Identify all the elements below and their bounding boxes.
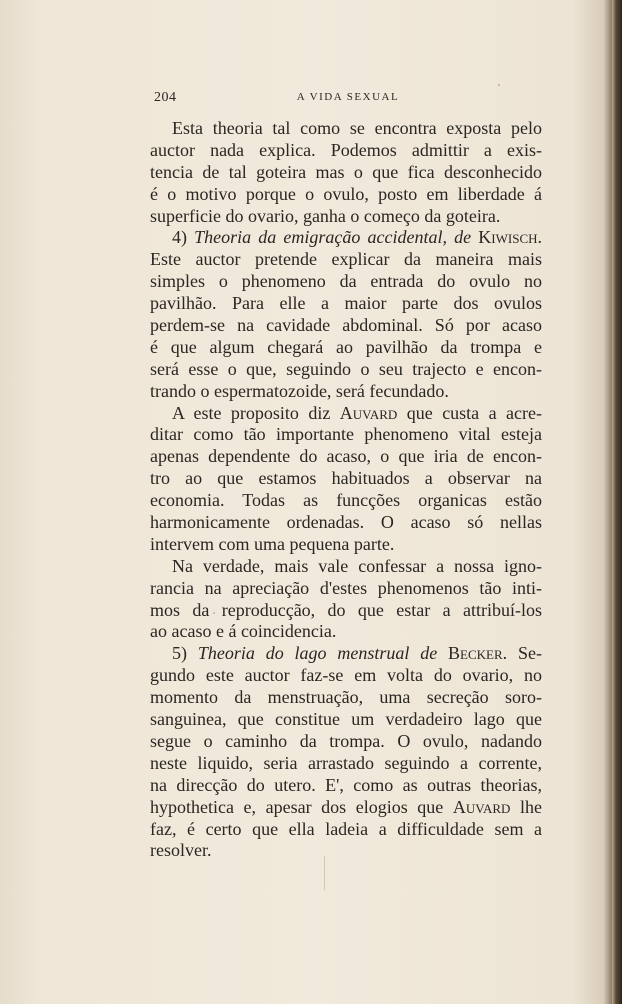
text-line bbox=[150, 140, 542, 162]
text-line bbox=[150, 490, 542, 512]
text-line bbox=[150, 381, 542, 403]
author-name: Auvard bbox=[339, 402, 398, 423]
author-name: Auvard bbox=[452, 796, 511, 817]
paper-speck bbox=[498, 84, 500, 86]
text-line bbox=[150, 556, 542, 578]
text-run: rancia na apreciação d'estes phenomenos tão inti- bbox=[150, 577, 542, 598]
text-run: tencia de tal goteira mas o que fica desconhecido bbox=[150, 161, 542, 182]
text-line bbox=[150, 578, 542, 600]
text-run: perdem-se na cavidade abdominal. Só por acaso bbox=[150, 315, 542, 336]
text-line bbox=[150, 534, 542, 556]
text-line bbox=[150, 118, 542, 140]
text-run: gundo este auctor faz-se em volta do ovario, no bbox=[150, 665, 542, 686]
italic-title: Theoria da emigração accidental, de bbox=[194, 227, 472, 248]
text-run: . Se- bbox=[502, 643, 543, 664]
text-run bbox=[437, 643, 448, 663]
text-line bbox=[150, 665, 542, 687]
text-line bbox=[150, 643, 542, 665]
running-title: A VIDA SEXUAL bbox=[296, 91, 400, 103]
text-run: será esse o que, seguindo o seu trajecto e encon- bbox=[150, 358, 542, 379]
text-run: . bbox=[537, 227, 543, 248]
text-line bbox=[150, 600, 542, 622]
text-line bbox=[150, 162, 542, 184]
text-line bbox=[150, 775, 542, 797]
text-line bbox=[150, 315, 542, 337]
text-run: harmonicamente ordenadas. O acaso só nellas bbox=[150, 512, 542, 533]
paper-mark bbox=[324, 856, 325, 890]
text-line bbox=[150, 731, 542, 753]
text-line bbox=[150, 227, 542, 249]
text-run: é que algum chegará ao pavilhão da trompa e bbox=[150, 336, 542, 357]
text-line bbox=[150, 687, 542, 709]
page-number: 204 bbox=[154, 90, 177, 105]
page-header bbox=[154, 90, 542, 110]
text-line bbox=[150, 206, 542, 228]
text-run: A este proposito diz bbox=[172, 402, 340, 423]
text-line bbox=[150, 293, 542, 315]
text-line bbox=[150, 271, 542, 293]
text-run: Esta theoria tal como se encontra exposta pelo bbox=[172, 118, 542, 138]
text-line bbox=[150, 249, 542, 271]
text-run: Este auctor pretende explicar da maneira mais bbox=[150, 249, 542, 270]
text-line bbox=[150, 840, 542, 862]
paper-speck bbox=[213, 612, 215, 614]
text-run: economia. Todas as funcções organicas estão bbox=[150, 490, 542, 511]
text-run: mos da reproducção, do que estar a attribuí-los bbox=[150, 599, 542, 620]
text-run: pavilhão. Para elle a maior parte dos ovulos bbox=[150, 293, 542, 314]
text-line bbox=[150, 621, 542, 643]
text-run: lhe bbox=[510, 796, 542, 817]
text-line bbox=[150, 359, 542, 381]
text-run: apenas dependente do acaso, o que iria de encon- bbox=[150, 446, 542, 467]
text-run: ditar como tão importante phenomeno vital esteja bbox=[150, 424, 542, 445]
text-run: Na verdade, mais vale confessar a nossa igno- bbox=[172, 555, 542, 576]
author-name: Kiwisch bbox=[478, 227, 538, 248]
text-run: simples o phenomeno da entrada do ovulo no bbox=[150, 271, 542, 292]
text-line bbox=[150, 709, 542, 731]
text-run: neste liquido, seria arrastado seguindo a corrente, bbox=[150, 752, 542, 773]
text-run: tro ao que estamos habituados a observar na bbox=[150, 468, 542, 489]
body-text bbox=[150, 118, 542, 862]
text-run: momento da menstruação, uma secreção soro- bbox=[150, 687, 542, 708]
text-line bbox=[150, 468, 542, 490]
text-run: que custa a acre- bbox=[397, 402, 543, 423]
text-run: faz, é certo que ella ladeia a difficuldade sem a bbox=[150, 818, 542, 839]
text-run: trando o espermatozoide, será fecundado. bbox=[150, 380, 449, 401]
italic-title: Theoria do lago menstrual de bbox=[197, 643, 438, 664]
text-line bbox=[150, 424, 542, 446]
text-run: superficie do ovario, ganha o começo da goteira. bbox=[150, 205, 501, 226]
text-run: hypothetica e, apesar dos elogios que bbox=[150, 796, 453, 817]
text-run: resolver. bbox=[150, 840, 212, 861]
text-run: 4) bbox=[172, 227, 195, 248]
text-line bbox=[150, 184, 542, 206]
text-run: 5) bbox=[172, 643, 198, 664]
text-run: auctor nada explica. Podemos admittir a exis- bbox=[150, 139, 542, 160]
text-line bbox=[150, 337, 542, 359]
text-run: é o motivo porque o ovulo, posto em liberdade á bbox=[150, 183, 542, 204]
text-line bbox=[150, 753, 542, 775]
text-run: segue o caminho da trompa. O ovulo, nadando bbox=[150, 730, 542, 751]
text-line bbox=[150, 403, 542, 425]
text-line bbox=[150, 797, 542, 819]
text-run: na direcção do utero. E', como as outras theorias, bbox=[150, 774, 542, 795]
text-line bbox=[150, 819, 542, 841]
author-name: Becker bbox=[448, 643, 503, 664]
text-run: sanguinea, que constitue um verdadeiro lago que bbox=[150, 709, 542, 730]
text-line bbox=[150, 446, 542, 468]
text-run: intervem com uma pequena parte. bbox=[150, 533, 395, 554]
text-run: ao acaso e á coincidencia. bbox=[150, 621, 337, 642]
text-line bbox=[150, 512, 542, 534]
page-edge-shadow bbox=[612, 0, 622, 1004]
